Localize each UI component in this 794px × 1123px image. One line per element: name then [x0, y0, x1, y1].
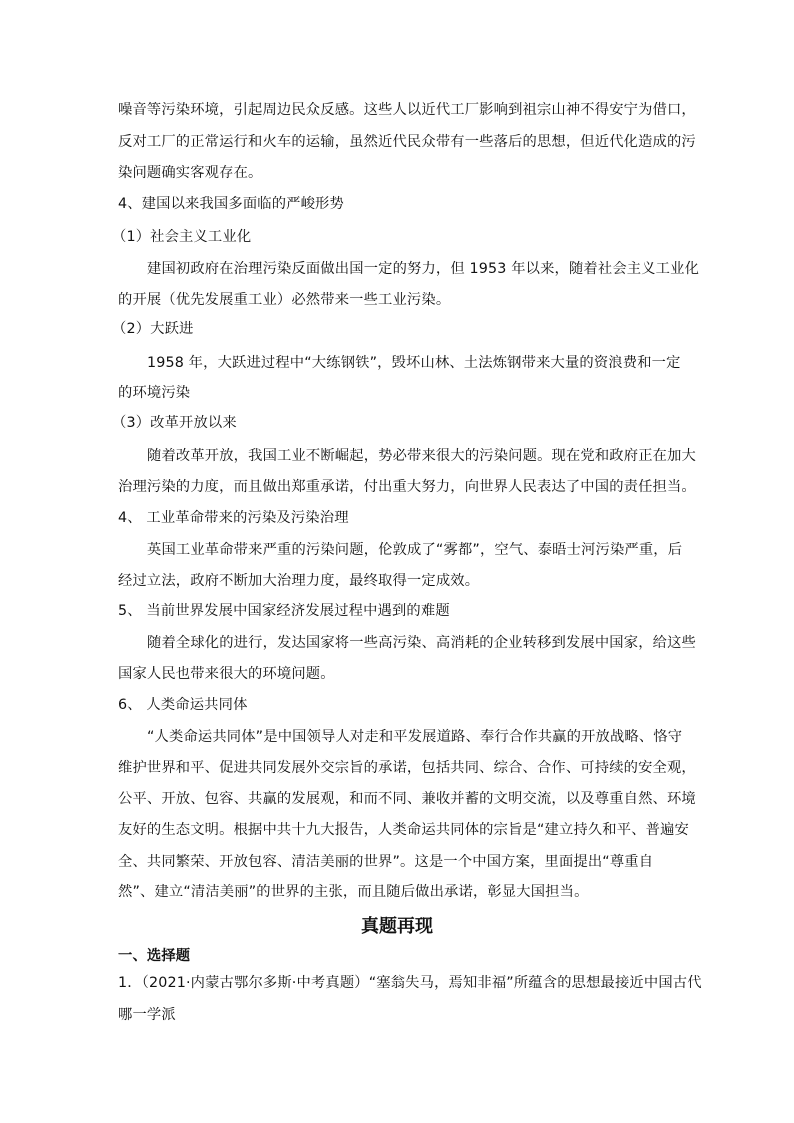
paragraph-line: 1958 年，大跃进过程中“大练钢铁”，毁坏山林、土法炼钢带来大量的资浪费和一定 [147, 355, 681, 371]
paragraph-line: 公平、开放、包容、共赢的发展观，和而不同、兼收并蓄的文明交流，以及尊重自然、环境 [118, 791, 696, 807]
paragraph-line: 经过立法，政府不断加大治理力度，最终取得一定成效。 [118, 573, 480, 589]
paragraph-line: 染问题确实客观存在。 [118, 165, 263, 181]
subsection-title: 一、选择题 [118, 948, 191, 964]
paragraph-line: 的开展（优先发展重工业）必然带来一些工业污染。 [118, 292, 451, 308]
question-line: 1．（2021·内蒙古鄂尔多斯·中考真题）“塞翁失马，焉知非福”所蕴含的思想最接近中国古代 [118, 975, 702, 991]
paragraph-line: “人类命运共同体”是中国领导人对走和平发展道路、奉行合作共赢的开放战略、恪守 [147, 729, 683, 745]
paragraph-line: 治理污染的力度，而且做出郑重承诺，付出重大努力，向世界人民表达了中国的责任担当。 [118, 479, 696, 495]
subheading-1: （1）社会主义工业化 [112, 229, 252, 245]
subheading-3: （3）改革开放以来 [112, 415, 237, 431]
section-heading-6: 6、 人类命运共同体 [118, 697, 248, 713]
paragraph-line: 全、共同繁荣、开放包容、清洁美丽的世界”。这是一个中国方案，里面提出“尊重自 [118, 854, 654, 870]
paragraph-line: 维护世界和平、促进共同发展外交宗旨的承诺，包括共同、综合、合作、可持续的安全观， [118, 760, 696, 776]
subheading-2: （2）大跃进 [112, 321, 194, 337]
paragraph-line: 噪音等污染环境，引起周边民众反感。这些人以近代工厂影响到祖宗山神不得安宁为借口， [118, 102, 696, 118]
paragraph-line: 随着全球化的进行，发达国家将一些高污染、高消耗的企业转移到发展中国家，给这些 [147, 635, 696, 651]
question-line: 哪一学派 [118, 1007, 176, 1023]
paragraph-line: 国家人民也带来很大的环境问题。 [118, 666, 335, 682]
paragraph-line: 的环境污染 [118, 385, 191, 401]
paragraph-line: 英国工业革命带来严重的污染问题，伦敦成了“雾都”，空气、泰晤士河污染严重，后 [147, 542, 683, 558]
section-heading-4: 4、建国以来我国多面临的严峻形势 [118, 196, 344, 212]
paragraph-line: 反对工厂的正常运行和火车的运输，虽然近代民众带有一些落后的思想，但近代化造成的污 [118, 134, 696, 150]
paragraph-line: 建国初政府在治理污染反面做出国一定的努力，但 1953 年以来，随着社会主义工业化 [147, 261, 700, 277]
section-title: 真题再现 [361, 916, 433, 937]
section-heading-5: 5、 当前世界发展中国家经济发展过程中遇到的难题 [118, 603, 450, 619]
paragraph-line: 友好的生态文明。根据中共十九大报告，人类命运共同体的宗旨是“建立持久和平、普遍安 [118, 822, 689, 838]
paragraph-line: 随着改革开放，我国工业不断崛起，势必带来很大的污染问题。现在党和政府正在加大 [147, 448, 696, 464]
section-heading-4b: 4、 工业革命带来的污染及污染治理 [118, 510, 349, 526]
paragraph-line: 然”、建立“清洁美丽”的世界的主张，而且随后做出承诺，彰显大国担当。 [118, 884, 589, 900]
